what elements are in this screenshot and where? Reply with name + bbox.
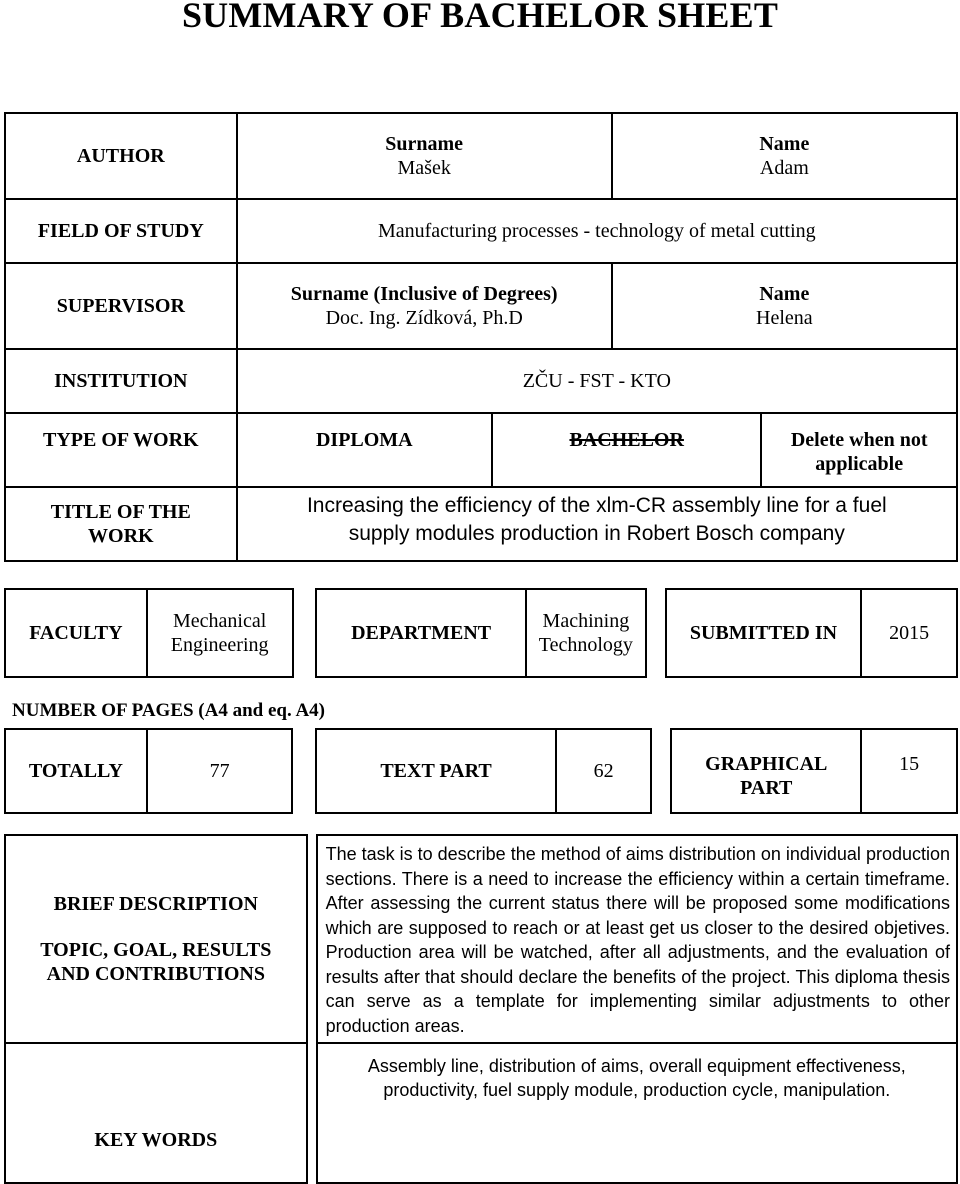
type-bachelor: BACHELOR [492,413,761,487]
gap-cell [651,729,671,813]
keywords-line2: productivity, fuel supply module, production cycle, manipulation. [383,1080,891,1100]
supervisor-label: SUPERVISOR [5,263,237,349]
brief-description-label-cell [5,835,307,1043]
pages-table [4,728,958,814]
department-label: DEPARTMENT [316,589,526,677]
department-value-line2: Technology [538,634,633,656]
supervisor-surname-label: Surname (Inclusive of Degrees) [290,283,558,305]
title-of-work-value [237,487,957,561]
institution-value: ZČU - FST - KTO [237,349,957,413]
faculty-value-line1: Mechanical [172,610,267,632]
faculty-label: FACULTY [5,589,147,677]
keywords-label-cell [5,1043,307,1183]
title-of-work-label [5,487,237,561]
type-diploma: DIPLOMA [237,413,492,487]
gap-cell [292,729,316,813]
field-value: Manufacturing processes - technology of metal cutting [237,199,957,263]
gap-cell [307,1043,317,1183]
supervisor-surname-cell [237,263,612,349]
author-row [5,113,957,199]
brief-description-label: BRIEF DESCRIPTION [53,893,258,915]
type-of-work-row [5,413,957,487]
faculty-value [147,589,293,677]
pages-heading: NUMBER OF PAGES (A4 and eq. A4) [12,700,325,721]
supervisor-surname: Doc. Ing. Zídková, Ph.D [325,307,523,329]
keywords-value [317,1043,957,1183]
title-of-work-line2: supply modules production in Robert Bosch company [348,522,845,545]
page-title: SUMMARY OF BACHELOR SHEET [181,0,779,35]
title-of-work-row [5,487,957,561]
title-of-work-label-line2: WORK [88,525,154,547]
totally-value: 77 [147,729,293,813]
graphical-part-label-line1: GRAPHICAL [705,753,828,775]
totally-label: TOTALLY [5,729,147,813]
submitted-value: 2015 [861,589,957,677]
author-name-label: Name [759,133,810,155]
description-table [4,834,958,1184]
graphical-part-label-line2: PART [740,777,793,799]
supervisor-row [5,263,957,349]
graphical-part-label [671,729,861,813]
graphical-part-value: 15 [861,729,957,813]
supervisor-name-label: Name [759,283,810,305]
gap-cell [307,835,317,1043]
field-row [5,199,957,263]
topic-label-line2: AND CONTRIBUTIONS [46,963,265,985]
department-value [526,589,646,677]
keywords-label: KEY WORDS [94,1129,218,1151]
author-surname-label: Surname [385,133,464,155]
faculty-value-line2: Engineering [170,634,269,656]
field-label: FIELD OF STUDY [5,199,237,263]
department-value-line1: Machining [542,610,630,632]
topic-label-line1: TOPIC, GOAL, RESULTS [40,939,272,961]
keywords-line1: Assembly line, distribution of aims, overall equipment effectiveness, [367,1056,906,1076]
faculty-table [4,588,958,678]
author-name-cell [612,113,957,199]
institution-label: INSTITUTION [5,349,237,413]
main-info-table [4,112,958,562]
title-of-work-line1: Increasing the efficiency of the xlm-CR assembly line for a fuel [306,494,887,517]
supervisor-name: Helena [756,307,813,329]
gap-cell [646,589,666,677]
author-surname-cell [237,113,612,199]
author-surname: Mašek [397,157,451,179]
submitted-label: SUBMITTED IN [666,589,862,677]
author-label: AUTHOR [5,113,237,199]
gap-cell [293,589,317,677]
type-of-work-label: TYPE OF WORK [5,413,237,487]
title-of-work-label-line1: TITLE OF THE [50,501,191,523]
supervisor-name-cell [612,263,957,349]
brief-description-text: The task is to describe the method of aims distribution on individual production sections. There is a need to increase the efficiency within a certain timeframe. After assessing the current status there will be proposed some modifications which are supposed to reach or at least get us closer to the desired objetives. Production area will be watched, after all adjustments, and the evaluation of results after that should declare the benefits of the project. This diploma thesis can serve as a template for implementing similar adjustments to other production areas. [317,835,957,1043]
author-name: Adam [759,157,809,179]
type-note: Delete when not applicable [761,413,957,487]
text-part-label: TEXT PART [316,729,555,813]
institution-row [5,349,957,413]
text-part-value: 62 [556,729,652,813]
